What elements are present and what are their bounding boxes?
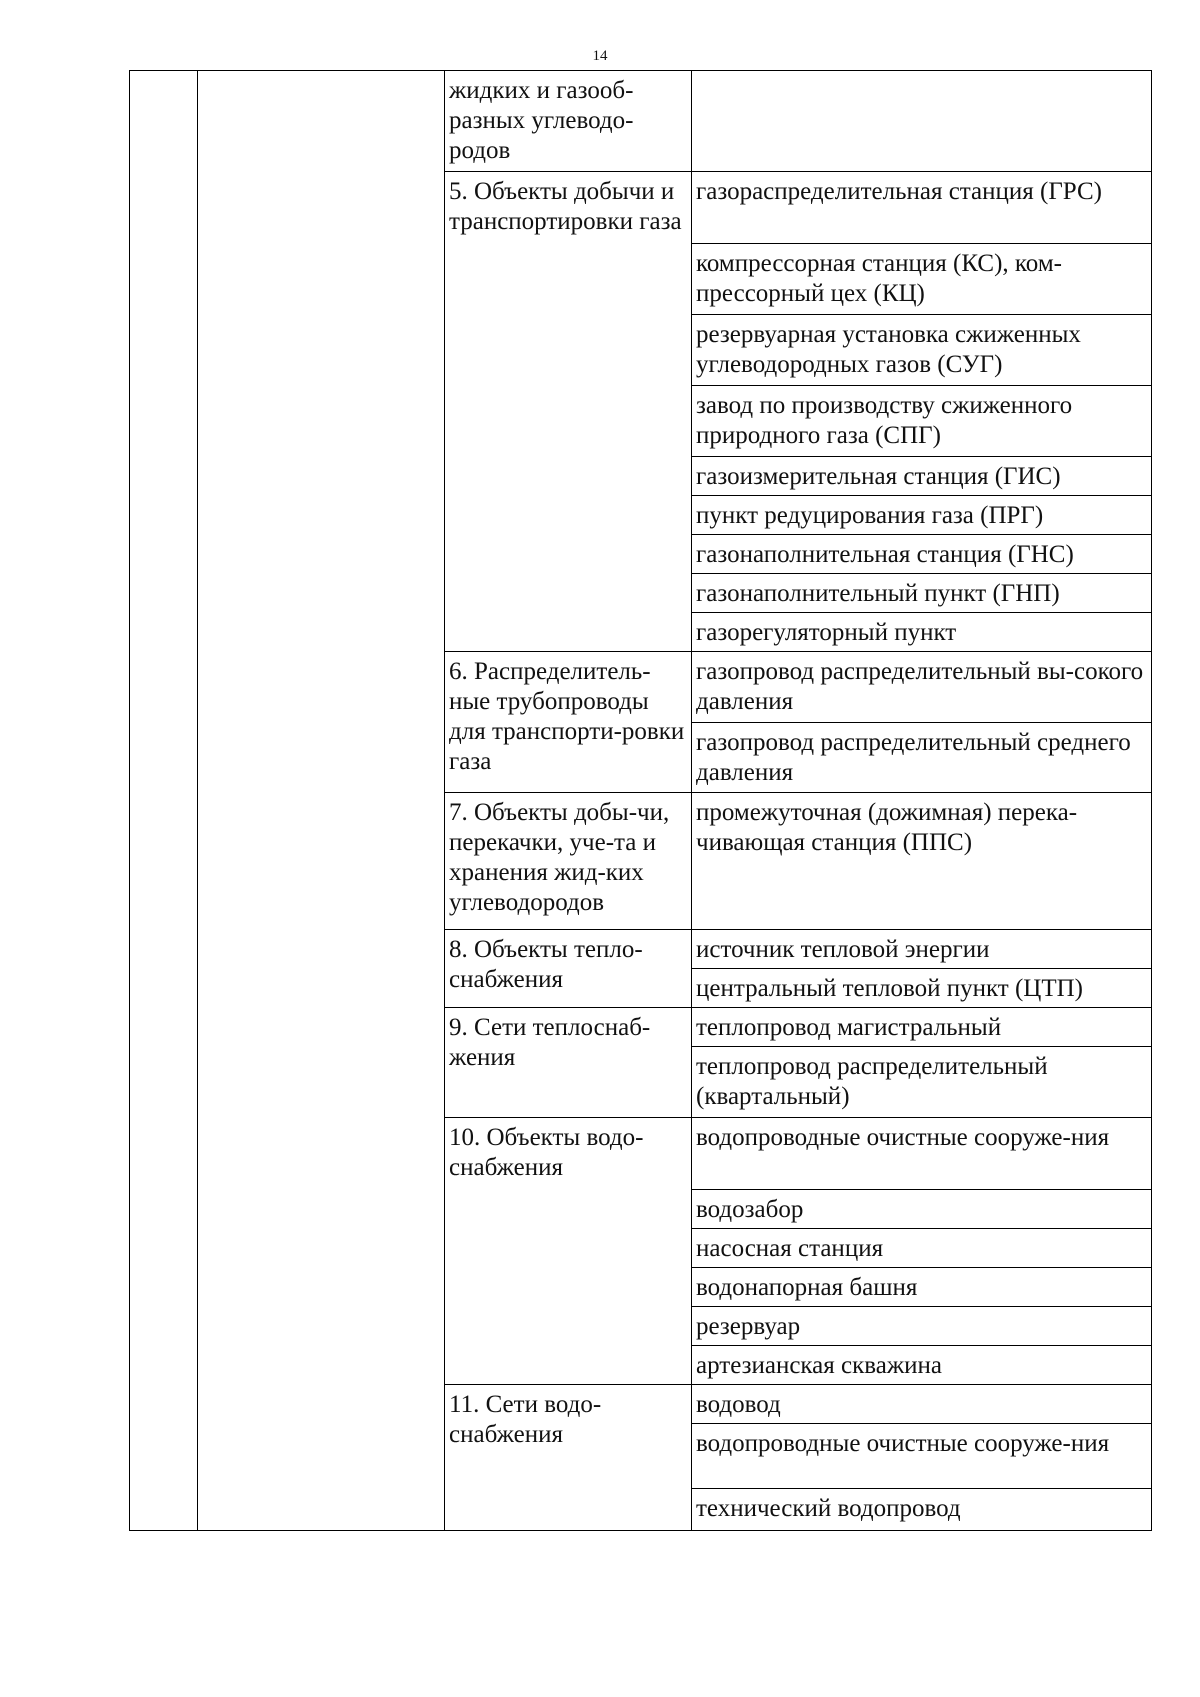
item-cell: центральный тепловой пункт (ЦТП): [692, 969, 1152, 1008]
item-cell: источник тепловой энергии: [692, 930, 1152, 969]
category-cell: 6. Распределитель-ные трубопроводы для транспорти-ровки газа: [445, 652, 692, 793]
item-cell: газоизмерительная станция (ГИС): [692, 457, 1152, 496]
category-cell: жидких и газооб-разных углеводо-родов: [445, 71, 692, 172]
classification-table: [129, 70, 1152, 1531]
category-cell: 10. Объекты водо-снабжения: [445, 1118, 692, 1385]
item-cell: теплопровод распределительный (квартальный): [692, 1047, 1152, 1118]
item-cell: водозабор: [692, 1190, 1152, 1229]
table-row: [130, 71, 1152, 172]
table-body: [130, 71, 1152, 1531]
index-cell: [130, 71, 198, 1531]
item-cell: газораспределительная станция (ГРС): [692, 172, 1152, 244]
item-cell: завод по производству сжиженного природного газа (СПГ): [692, 386, 1152, 457]
item-cell: водопроводные очистные сооруже-ния: [692, 1118, 1152, 1190]
category-cell: 11. Сети водо-снабжения: [445, 1385, 692, 1531]
item-cell: водопроводные очистные сооруже-ния: [692, 1424, 1152, 1489]
page-number: 14: [592, 48, 608, 64]
item-cell: артезианская скважина: [692, 1346, 1152, 1385]
item-cell: [692, 71, 1152, 172]
item-cell: газопровод распределительный вы-сокого давления: [692, 652, 1152, 723]
item-cell: газорегуляторный пункт: [692, 613, 1152, 652]
item-cell: промежуточная (дожимная) перека-чивающая станция (ППС): [692, 793, 1152, 930]
category-cell: 7. Объекты добы-чи, перекачки, уче-та и хранения жид-ких углеводородов: [445, 793, 692, 930]
group-cell: [198, 71, 445, 1531]
item-cell: газонаполнительный пункт (ГНП): [692, 574, 1152, 613]
item-cell: теплопровод магистральный: [692, 1008, 1152, 1047]
category-cell: 9. Сети теплоснаб-жения: [445, 1008, 692, 1118]
item-cell: технический водопровод: [692, 1489, 1152, 1531]
item-cell: компрессорная станция (КС), ком-прессорный цех (КЦ): [692, 244, 1152, 315]
item-cell: резервуар: [692, 1307, 1152, 1346]
item-cell: водовод: [692, 1385, 1152, 1424]
item-cell: пункт редуцирования газа (ПРГ): [692, 496, 1152, 535]
item-cell: насосная станция: [692, 1229, 1152, 1268]
item-cell: резервуарная установка сжиженных углеводородных газов (СУГ): [692, 315, 1152, 386]
item-cell: водонапорная башня: [692, 1268, 1152, 1307]
item-cell: газопровод распределительный среднего давления: [692, 723, 1152, 793]
category-cell: 5. Объекты добычи и транспортировки газа: [445, 172, 692, 652]
category-cell: 8. Объекты тепло-снабжения: [445, 930, 692, 1008]
item-cell: газонаполнительная станция (ГНС): [692, 535, 1152, 574]
